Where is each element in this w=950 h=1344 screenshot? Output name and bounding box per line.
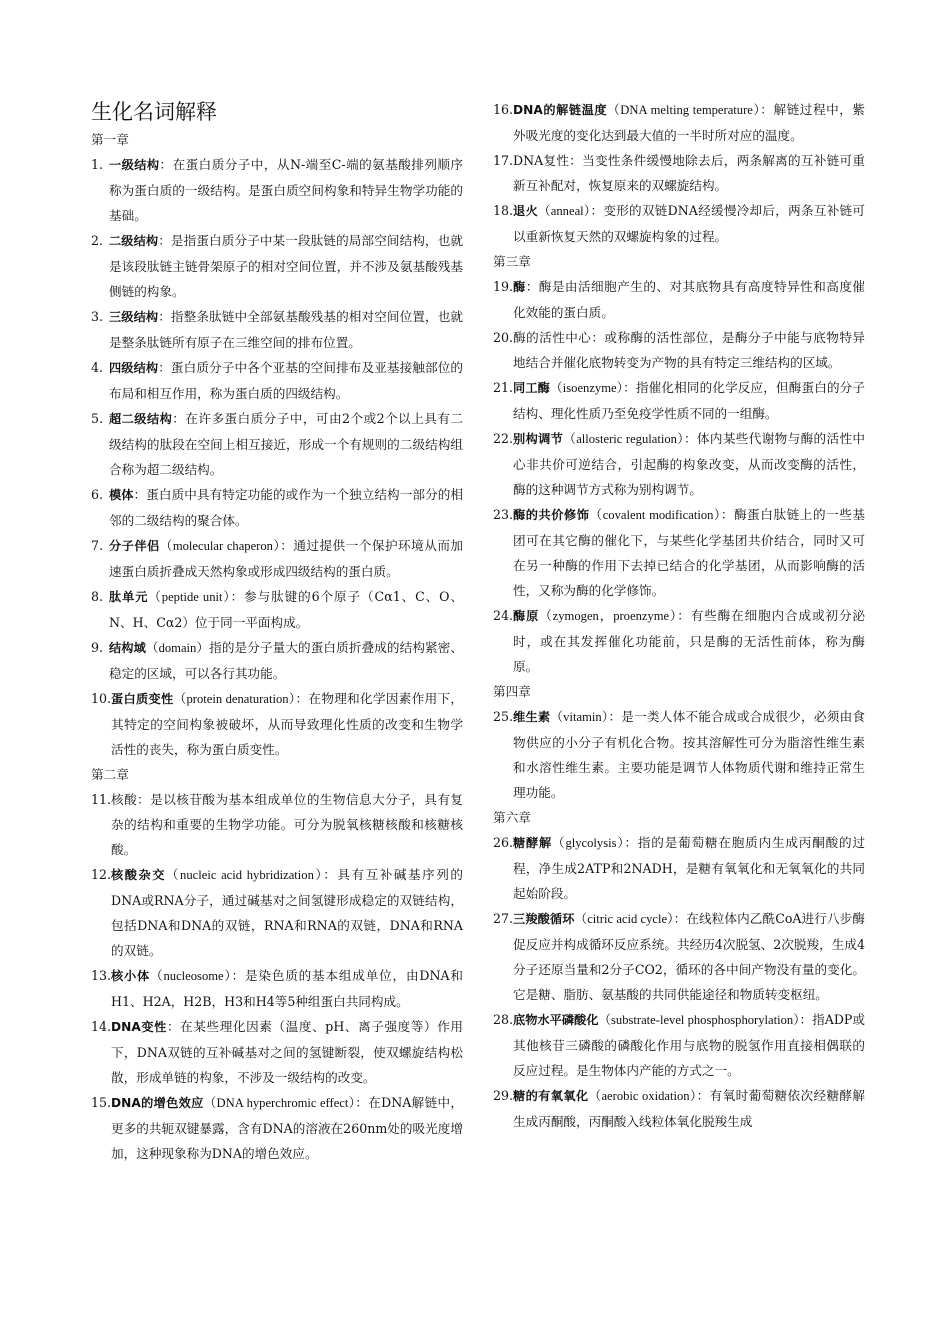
entry-number: 24. <box>493 608 514 623</box>
entry-number: 5. <box>91 411 104 426</box>
entry-body <box>513 375 865 426</box>
entry-english-term: ： <box>158 234 171 248</box>
entry-english-term: （DNA melting temperature）： <box>607 103 774 117</box>
entry-definition: 指ADP或其他核苷三磷酸的磷酸化作用与底物的脱氢作用直接相偶联的反应过程。是生物体内产能的方式之一。 <box>513 1012 866 1078</box>
entry-body <box>513 830 865 906</box>
entry-definition: 体内某些代谢物与酶的活性中心非共价可逆结合，引起酶的构象改变，从而改变酶的活性，酶的这种调节方式称为别构调节。 <box>513 431 866 497</box>
entry-body <box>111 787 463 862</box>
right-column <box>493 97 865 1134</box>
glossary-entry <box>91 355 463 406</box>
entry-number: 25. <box>493 709 514 724</box>
entry-number: 27. <box>493 911 514 926</box>
entry-body <box>513 198 865 249</box>
glossary-entry <box>91 862 463 963</box>
entry-number: 6. <box>91 487 104 502</box>
entry-number: 29. <box>493 1088 514 1103</box>
entry-body <box>513 603 865 679</box>
entry-english-term: （aerobic oxidation）： <box>588 1089 710 1103</box>
entry-number: 10. <box>91 691 112 706</box>
entry-body <box>513 426 865 502</box>
entry-body <box>109 228 463 304</box>
glossary-entry <box>91 482 463 533</box>
entry-definition: 是染色质的基本组成单位，由DNA和H1、H2A，H2B，H3和H4等5种组蛋白共同构成。 <box>111 968 463 1009</box>
entry-term: 四级结构 <box>109 361 159 375</box>
glossary-entry <box>493 148 865 198</box>
entry-body <box>513 1083 865 1134</box>
glossary-entry <box>493 603 865 679</box>
entry-number: 18. <box>493 203 514 218</box>
entry-body <box>513 704 865 805</box>
entry-definition: 在DNA解链中，更多的共轭双键暴露，含有DNA的溶液在260nm处的吸光度增加，这种现象称为DNA的增色效应。 <box>111 1095 463 1161</box>
entry-definition: 指催化相同的化学反应，但酶蛋白的分子结构、理化性质乃至免疫学性质不同的一组酶。 <box>513 380 865 421</box>
glossary-entry <box>493 375 865 426</box>
entry-definition: 在蛋白质分子中，从N-端至C-端的氨基酸排列顺序称为蛋白质的一级结构。是蛋白质空间构象和特异生物学功能的基础。 <box>109 157 464 223</box>
entry-english-term: （substrate-level phosphosphorylation）： <box>598 1013 813 1027</box>
entry-definition: 酶蛋白肽链上的一些基团可在其它酶的催化下，与某些化学基团共价结合，同时又可在另一种酶的作用下去掉已结合的化学基团，从而影响酶的活性，又称为酶的化学修饰。 <box>513 507 866 598</box>
entry-term: 二级结构 <box>109 234 159 248</box>
glossary-entry <box>91 787 463 862</box>
entry-english-term: （DNA hyperchromic effect）： <box>203 1096 369 1110</box>
chapter-heading-3: 第三章 <box>493 254 531 269</box>
entry-english-term: ： <box>525 280 539 294</box>
entry-term: 三羧酸循环 <box>513 912 575 926</box>
entry-term: 酶的共价修饰 <box>513 508 590 522</box>
entry-term: 超二级结构 <box>109 412 173 426</box>
entry-number: 19. <box>493 279 514 294</box>
entry-body <box>513 274 865 325</box>
entry-term: 核小体 <box>111 969 151 983</box>
entry-english-term: ： <box>158 310 171 324</box>
entry-term: 核酸杂交 <box>111 868 166 882</box>
entry-body <box>109 304 463 355</box>
entry-term: 底物水平磷酸化 <box>513 1013 599 1027</box>
entry-definition: 酶的活性中心：或称酶的活性部位，是酶分子中能与底物特异地结合并催化底物转变为产物的具有特定三维结构的区域。 <box>513 330 865 370</box>
entry-english-term: ： <box>159 158 173 172</box>
entry-number: 13. <box>91 968 112 983</box>
entry-number: 7. <box>91 538 104 553</box>
entry-definition: 蛋白质分子中各个亚基的空间排布及亚基接触部位的布局和相互作用，称为蛋白质的四级结构。 <box>109 360 464 401</box>
entry-body <box>111 963 463 1014</box>
entry-term: 维生素 <box>513 710 551 724</box>
entry-definition: 指的是葡萄糖在胞质内生成丙酮酸的过程，净生成2ATP和2NADH，是糖有氧氧化和无氧氧化的共同起始阶段。 <box>513 835 866 901</box>
entry-definition: 通过提供一个保护环境从而加速蛋白质折叠成天然构象或形成四级结构的蛋白质。 <box>109 538 464 579</box>
entry-number: 8. <box>91 589 104 604</box>
entry-english-term: （covalent modification）： <box>589 508 735 522</box>
entry-body <box>513 502 865 603</box>
entry-definition: 有些酶在细胞内合成或初分泌时，或在其发挥催化功能前，只是酶的无活性前体，称为酶原。 <box>513 608 866 674</box>
glossary-entry <box>91 152 463 228</box>
entry-body <box>111 1014 463 1090</box>
entry-number: 28. <box>493 1012 514 1027</box>
entry-definition: 在物理和化学因素作用下，其特定的空间构象被破坏，从而导致理化性质的改变和生物学活性的丧失，称为蛋白质变性。 <box>111 691 464 757</box>
entry-term: 同工酶 <box>513 381 551 395</box>
glossary-entry <box>91 406 463 482</box>
entry-number: 16. <box>493 102 514 117</box>
entry-number: 12. <box>91 867 112 882</box>
entry-english-term: （nucleosome）： <box>150 969 245 983</box>
page-title: 生化名词解释 <box>91 100 217 124</box>
entry-definition: 蛋白质中具有特定功能的或作为一个独立结构一部分的相邻的二级结构的聚合体。 <box>109 487 464 528</box>
entry-term: 肽单元 <box>109 590 149 604</box>
chapter-heading-6: 第六章 <box>493 810 531 825</box>
entry-term: 酶原 <box>513 609 540 623</box>
entry-definition: 在某些理化因素（温度、pH、离子强度等）作用下，DNA双链的互补碱基对之间的氢键断裂，使双螺旋结构松散，形成单链的构象，不涉及一级结构的改变。 <box>111 1019 464 1085</box>
entry-number: 2. <box>91 233 104 248</box>
entry-number: 17. <box>493 153 514 168</box>
entry-term: 结构域 <box>109 641 146 655</box>
entry-term: 别构调节 <box>513 432 564 446</box>
entry-term: 分子伴侣 <box>109 539 160 553</box>
entry-body <box>109 355 463 406</box>
entry-body <box>513 148 865 198</box>
glossary-entry <box>91 1014 463 1090</box>
glossary-entry <box>91 635 463 686</box>
glossary-entry <box>493 704 865 805</box>
entry-term: 一级结构 <box>109 158 160 172</box>
glossary-entry <box>493 325 865 375</box>
entry-number: 4. <box>91 360 104 375</box>
entry-term: 酶 <box>513 280 526 294</box>
entry-number: 23. <box>493 507 514 522</box>
glossary-entry <box>493 97 865 148</box>
entry-definition: 在线粒体内乙酰CoA进行八步酶促反应并构成循环反应系统。共经历4次脱氢、2次脱羧，生成4分子还原当量和2分子CO2，循环的各中间产物没有量的变化。它是糖、脂肪、氨基酸的共同供能途径和物质转变枢纽。 <box>513 911 865 1002</box>
glossary-entry <box>493 198 865 249</box>
entry-term: 糖酵解 <box>513 836 553 850</box>
entry-definition: 指的是分子量大的蛋白质折叠成的结构紧密、稳定的区域，可以各行其功能。 <box>109 640 464 681</box>
entry-definition: 在许多蛋白质分子中，可由2个或2个以上具有二级结构的肽段在空间上相互接近，形成一个有规则的二级结构组合称为超二级结构。 <box>109 411 463 477</box>
glossary-entry <box>91 1090 463 1166</box>
entry-definition: DNA复性：当变性条件缓慢地除去后，两条解离的互补链可重新互补配对，恢复原来的双螺旋结构。 <box>513 153 865 193</box>
chapter-heading-4: 第四章 <box>493 684 531 699</box>
chapter-heading-1: 第一章 <box>91 132 129 147</box>
entry-english-term: （allosteric regulation）： <box>563 432 697 446</box>
glossary-entry <box>493 502 865 603</box>
entry-english-term: ： <box>133 488 147 502</box>
glossary-entry <box>493 1083 865 1134</box>
entry-body <box>109 482 463 533</box>
entry-english-term: （citric acid cycle）： <box>574 912 687 926</box>
entry-number: 26. <box>493 835 514 850</box>
entry-number: 22. <box>493 431 514 446</box>
entry-definition: 参与肽键的6个原子（Cα1、C、O、N、H、Cα2）位于同一平面构成。 <box>109 589 463 630</box>
entry-definition: 具有互补碱基序列的DNA或RNA分子，通过碱基对之间氢键形成稳定的双链结构，包括DNA和DNA的双链，RNA和RNA的双链，DNA和RNA的双链。 <box>111 867 464 958</box>
entry-english-term: （domain） <box>145 641 210 655</box>
entry-number: 3. <box>91 309 104 324</box>
chapter-heading-2: 第二章 <box>91 767 129 782</box>
entry-english-term: ： <box>172 412 186 426</box>
entry-english-term: （glycolysis）： <box>552 836 638 850</box>
glossary-entry <box>91 228 463 304</box>
entry-english-term: （molecular chaperon）： <box>159 539 294 553</box>
entry-english-term: （zymogen，proenzyme）： <box>539 609 691 623</box>
entry-number: 1. <box>91 157 104 172</box>
glossary-entry <box>91 686 463 762</box>
entry-term: 糖的有氧氧化 <box>513 1089 589 1103</box>
entry-body <box>109 533 463 584</box>
entry-definition: 核酸：是以核苷酸为基本组成单位的生物信息大分子，具有复杂的结构和重要的生物学功能。可分为脱氧核糖核酸和核糖核酸。 <box>111 792 463 857</box>
entry-english-term: （vitamin）： <box>550 710 622 724</box>
glossary-entry <box>493 1007 865 1083</box>
entry-english-term: （nucleic acid hybridization）： <box>165 868 338 882</box>
entry-english-term: （isoenzyme）： <box>550 381 636 395</box>
glossary-entry <box>91 584 463 635</box>
entry-english-term: ： <box>158 361 171 375</box>
entry-english-term: （peptide unit）： <box>148 590 245 604</box>
glossary-entry <box>493 426 865 502</box>
entry-body <box>513 325 865 375</box>
entry-english-term: （protein denaturation）： <box>173 692 309 706</box>
entry-body <box>109 635 463 686</box>
entry-term: DNA的解链温度 <box>513 103 608 117</box>
entry-number: 14. <box>91 1019 112 1034</box>
entry-term: DNA的增色效应 <box>111 1096 204 1110</box>
left-column <box>91 97 463 1166</box>
entry-definition: 是一类人体不能合成或合成很少，必须由食物供应的小分子有机化合物。按其溶解性可分为脂溶性维生素和水溶性维生素。主要功能是调节人体物质代谢和维持正常生理功能。 <box>513 709 866 800</box>
entry-body <box>513 97 865 148</box>
glossary-entry <box>91 963 463 1014</box>
entry-english-term: （anneal）： <box>537 204 604 218</box>
glossary-entry <box>493 906 865 1007</box>
entry-definition: 有氧时葡萄糖依次经糖酵解生成丙酮酸，丙酮酸入线粒体氧化脱羧生成 <box>513 1088 866 1129</box>
entry-body <box>109 152 463 228</box>
glossary-entry <box>493 830 865 906</box>
entry-body <box>109 584 463 635</box>
entry-number: 21. <box>493 380 514 395</box>
entry-body <box>111 862 463 963</box>
entry-term: 蛋白质变性 <box>111 692 174 706</box>
entry-number: 9. <box>91 640 104 655</box>
entry-definition: 解链过程中，紫外吸光度的变化达到最大值的一半时所对应的温度。 <box>513 102 866 143</box>
entry-body <box>111 686 463 762</box>
entry-term: DNA变性 <box>111 1020 167 1034</box>
glossary-entry <box>91 304 463 355</box>
entry-definition: 是指蛋白质分子中某一段肽链的局部空间结构，也就是该段肽链主链骨架原子的相对空间位置，并不涉及氨基酸残基侧链的构象。 <box>109 233 464 299</box>
entry-number: 11. <box>91 792 112 807</box>
entry-number: 20. <box>493 330 514 345</box>
entry-definition: 酶是由活细胞产生的、对其底物具有高度特异性和高度催化效能的蛋白质。 <box>513 279 866 320</box>
entry-number: 15. <box>91 1095 112 1110</box>
entry-body <box>513 906 865 1007</box>
entry-definition: 指整条肽链中全部氨基酸残基的相对空间位置，也就是整条肽链所有原子在三维空间的排布位置。 <box>109 309 464 350</box>
entry-body <box>513 1007 865 1083</box>
entry-body <box>111 1090 463 1166</box>
entry-english-term: ： <box>166 1020 181 1034</box>
entry-definition: 变形的双链DNA经缓慢冷却后，两条互补链可以重新恢复天然的双螺旋构象的过程。 <box>513 203 866 244</box>
entry-term: 三级结构 <box>109 310 159 324</box>
entry-body <box>109 406 463 482</box>
entry-term: 模体 <box>109 488 134 502</box>
entry-term: 退火 <box>513 204 538 218</box>
glossary-entry <box>91 533 463 584</box>
glossary-entry <box>493 274 865 325</box>
